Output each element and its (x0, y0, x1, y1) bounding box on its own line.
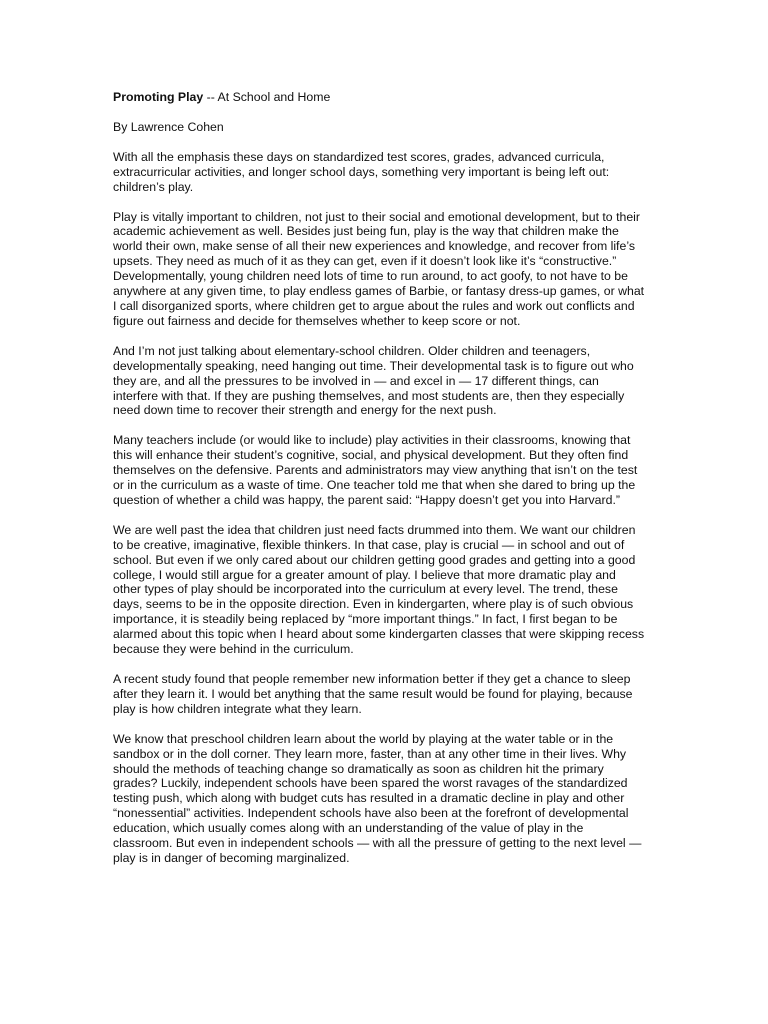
paragraph-line: Developmentally, young children need lots of time to run around, to act goofy, to not have to be (113, 269, 628, 284)
paragraph-line: And I’m not just talking about elementary-school children. Older children and teenagers, (113, 343, 591, 358)
paragraph (113, 433, 653, 508)
paragraph-line: A recent study found that people remember new information better if they get a chance to sleep (113, 672, 631, 686)
paragraph (113, 732, 653, 866)
document-title-line (113, 90, 653, 105)
paragraph-line: play is in danger of becoming marginalized. (113, 850, 350, 865)
paragraph-line: need down time to recover their strength and energy for the next push. (113, 403, 497, 418)
paragraph-line: college, I would still argue for a greater amount of play. I believe that more dramatic play and (113, 567, 616, 582)
paragraph-line: academic achievement as well. Besides just being fun, play is the way that children make the (113, 224, 619, 239)
paragraph-line: other types of play should be incorporated into the curriculum at every level. The trend, these (113, 582, 618, 597)
paragraph (113, 672, 653, 717)
paragraph-line: after they learn it. I would bet anything that the same result would be found for playing, because (113, 686, 633, 701)
paragraph-line: world their own, make sense of all their new experiences and knowledge, and recover from life’s (113, 239, 635, 254)
paragraph-line: question of whether a child was happy, the parent said: “Happy doesn’t get you into Harvard.” (113, 492, 620, 507)
paragraph-line: Play is vitally important to children, not just to their social and emotional development, but to their (113, 209, 640, 224)
paragraph-line: should the methods of teaching change so dramatically as soon as children hit the primary (113, 761, 604, 776)
document-title: Promoting Play (113, 90, 204, 104)
paragraph-line: play is how children integrate what they learn. (113, 701, 362, 716)
paragraph (113, 150, 653, 195)
paragraph-line: extracurricular activities, and longer school days, something very important is being left out: (113, 164, 610, 179)
document-subtitle: -- At School and Home (203, 90, 331, 104)
author-byline: By Lawrence Cohen (113, 119, 224, 134)
paragraph-line: because they were behind in the curriculum. (113, 642, 354, 657)
paragraph-line: classroom. But even in independent schools — with all the pressure of getting to the next level — (113, 836, 642, 851)
paragraph-line: education, which usually comes along with an understanding of the value of play in the (113, 821, 584, 836)
paragraph-line: children’s play. (113, 179, 194, 194)
article-body (113, 150, 653, 866)
paragraph-line: themselves on the defensive. Parents and administrators may view anything that isn’t on the test (113, 463, 638, 478)
paragraph-line: to be creative, imaginative, flexible thinkers. In that case, play is crucial — in school and out of (113, 537, 625, 552)
paragraph-line: interfere with that. If they are pushing themselves, and most students are, then they especially (113, 388, 625, 403)
document-page (113, 90, 653, 881)
paragraph-line: this will enhance their student’s cognitive, social, and physical development. But they often find (113, 448, 629, 463)
paragraph-line: developmentally speaking, need hanging out time. Their developmental task is to figure out who (113, 358, 634, 373)
paragraph (113, 523, 653, 657)
paragraph-line: We are well past the idea that children just need facts drummed into them. We want our children (113, 522, 636, 537)
paragraph-line: I call disorganized sports, where children get to argue about the rules and work out conflicts and (113, 298, 635, 313)
paragraph (113, 210, 653, 329)
paragraph-line: school. But even if we only cared about our children getting good grades and getting into a good (113, 552, 636, 567)
paragraph-line: “nonessential” activities. Independent schools have also been at the forefront of developmental (113, 806, 629, 821)
paragraph-line: With all the emphasis these days on standardized test scores, grades, advanced curricula, (113, 149, 605, 164)
paragraph (113, 344, 653, 419)
paragraph-line: or in the curriculum as a waste of time. One teacher told me that when she dared to bring up the (113, 478, 636, 493)
paragraph-line: figure out fairness and decide for themselves whether to keep score or not. (113, 313, 521, 328)
paragraph-line: We know that preschool children learn about the world by playing at the water table or in the (113, 731, 614, 746)
paragraph-line: importance, it is steadily being replaced by “more important things.” In fact, I first began to be (113, 612, 618, 627)
paragraph-line: anywhere at any given time, to play endless games of Barbie, or fantasy dress-up games, or what (113, 284, 645, 299)
paragraph-line: grades? Luckily, independent schools have been spared the worst ravages of the standardized (113, 776, 628, 791)
paragraph-line: they are, and all the pressures to be involved in — and excel in — 17 different things, can (113, 373, 599, 388)
paragraph-line: sandbox or in the doll corner. They learn more, faster, than at any other time in their lives. Why (113, 746, 627, 761)
paragraph-line: Many teachers include (or would like to include) play activities in their classrooms, knowing that (113, 433, 631, 448)
paragraph-line: days, seems to be in the opposite direction. Even in kindergarten, where play is of such obvious (113, 597, 634, 612)
paragraph-line: alarmed about this topic when I heard about some kindergarten classes that were skipping recess (113, 627, 645, 642)
paragraph-line: upsets. They need as much of it as they can get, even if it doesn’t look like it’s “constructive.” (113, 254, 617, 269)
paragraph-line: testing push, which along with budget cuts has resulted in a dramatic decline in play and other (113, 791, 625, 806)
